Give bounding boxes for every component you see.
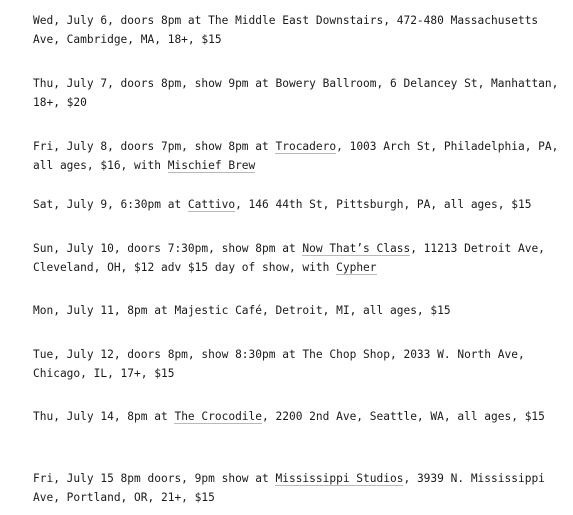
venue-name-link[interactable]: Now That’s Class (302, 242, 411, 255)
tour-date-entry (33, 345, 563, 383)
tour-date-entry (33, 301, 563, 320)
support-act-link[interactable]: Cypher (336, 261, 377, 274)
event-details: , 1003 Arch St, Philadelphia, PA, all ages, $16, with (33, 140, 566, 172)
event-details: , 11213 Detroit Ave, Cleveland, OH, $12 adv $15 day of show, with (33, 242, 552, 274)
support-act-link[interactable]: Mischief Brew (167, 159, 256, 172)
event-details: , Detroit, MI, all ages, $15 (262, 304, 451, 317)
event-details: , 2200 2nd Ave, Seattle, WA, all ages, $15 (262, 410, 545, 423)
event-details: , 3939 N. Mississippi Ave, Portland, OR, 21+, $15 (33, 472, 552, 504)
tour-date-entry (33, 469, 563, 507)
tour-date-entry (33, 407, 563, 426)
venue-name-link[interactable]: Cattivo (187, 198, 236, 211)
tour-date-entry (33, 137, 566, 175)
venue-name-link[interactable]: Trocadero (275, 140, 337, 153)
venue-name-link[interactable]: The Crocodile (174, 410, 263, 423)
event-date-time: Fri, July 15 8pm doors, 9pm show at (33, 472, 276, 485)
tour-date-entry (33, 11, 563, 49)
event-date-time: Sun, July 10, doors 7:30pm, show 8pm at (33, 242, 303, 255)
venue-name: The Chop Shop (302, 348, 390, 361)
event-date-time: Mon, July 11, 8pm at (33, 304, 175, 317)
event-details: , 472-480 Massachusetts Ave, Cambridge, MA, 18+, $15 (33, 14, 545, 46)
event-date-time: Thu, July 14, 8pm at (33, 410, 175, 423)
venue-name: The Middle East Downstairs (208, 14, 384, 27)
event-date-time: Tue, July 12, doors 8pm, show 8:30pm at (33, 348, 303, 361)
venue-name: Majestic Café (174, 304, 263, 317)
event-date-time: Wed, July 6, doors 8pm at (33, 14, 209, 27)
event-details: , 2033 W. North Ave, Chicago, IL, 17+, $15 (33, 348, 532, 380)
tour-date-entry (33, 239, 563, 277)
tour-date-entry (33, 195, 563, 214)
venue-name-link[interactable]: Mississippi Studios (275, 472, 404, 485)
tour-date-entry (33, 74, 566, 112)
event-date-time: Thu, July 7, doors 8pm, show 9pm at (33, 77, 276, 90)
event-date-time: Fri, July 8, doors 7pm, show 8pm at (33, 140, 276, 153)
event-date-time: Sat, July 9, 6:30pm at (33, 198, 188, 211)
venue-name: Bowery Ballroom (275, 77, 377, 90)
event-details: , 6 Delancey St, Manhattan, 18+, $20 (33, 77, 566, 109)
event-details: , 146 44th St, Pittsburgh, PA, all ages, $15 (235, 198, 532, 211)
